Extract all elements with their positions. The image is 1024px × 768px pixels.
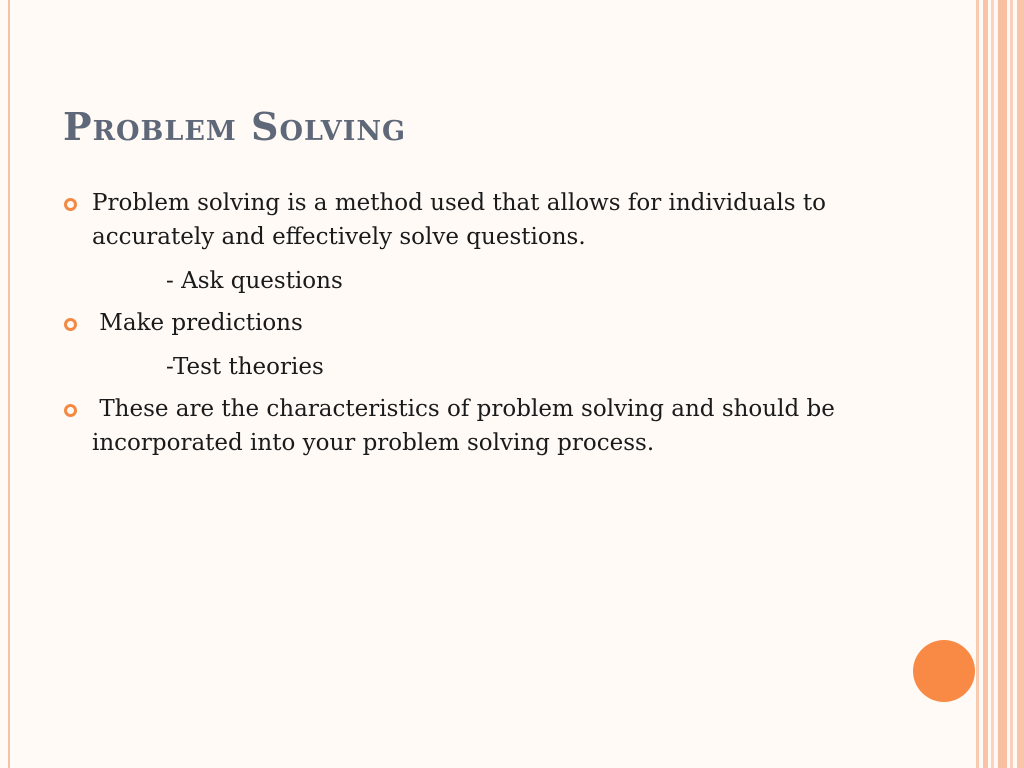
sub-item: -Test theories	[166, 354, 324, 380]
bullet-icon	[64, 404, 77, 417]
stripe	[976, 0, 979, 768]
stripe	[1010, 0, 1013, 768]
stripe	[991, 0, 994, 768]
left-border-line	[8, 0, 10, 768]
slide-title: Problem Solving	[63, 104, 407, 149]
bullet-text: These are the characteristics of problem solving and should be incorporated into your problem solving process.	[92, 396, 843, 456]
decorative-stripes	[976, 0, 1024, 768]
bullet-icon	[64, 318, 77, 331]
bullet-text: Problem solving is a method used that allows for individuals to accurately and effectively solve questions.	[92, 190, 826, 250]
bullet-icon	[64, 198, 77, 211]
sub-item: - Ask questions	[166, 268, 343, 294]
bullet-text: Make predictions	[92, 310, 303, 336]
bullet-list	[62, 186, 932, 470]
bullet-item	[62, 306, 932, 340]
bullet-item	[62, 186, 932, 254]
stripe	[983, 0, 988, 768]
bullet-item	[62, 392, 932, 460]
stripe	[1017, 0, 1024, 768]
decorative-circle	[913, 640, 975, 702]
stripe	[998, 0, 1007, 768]
